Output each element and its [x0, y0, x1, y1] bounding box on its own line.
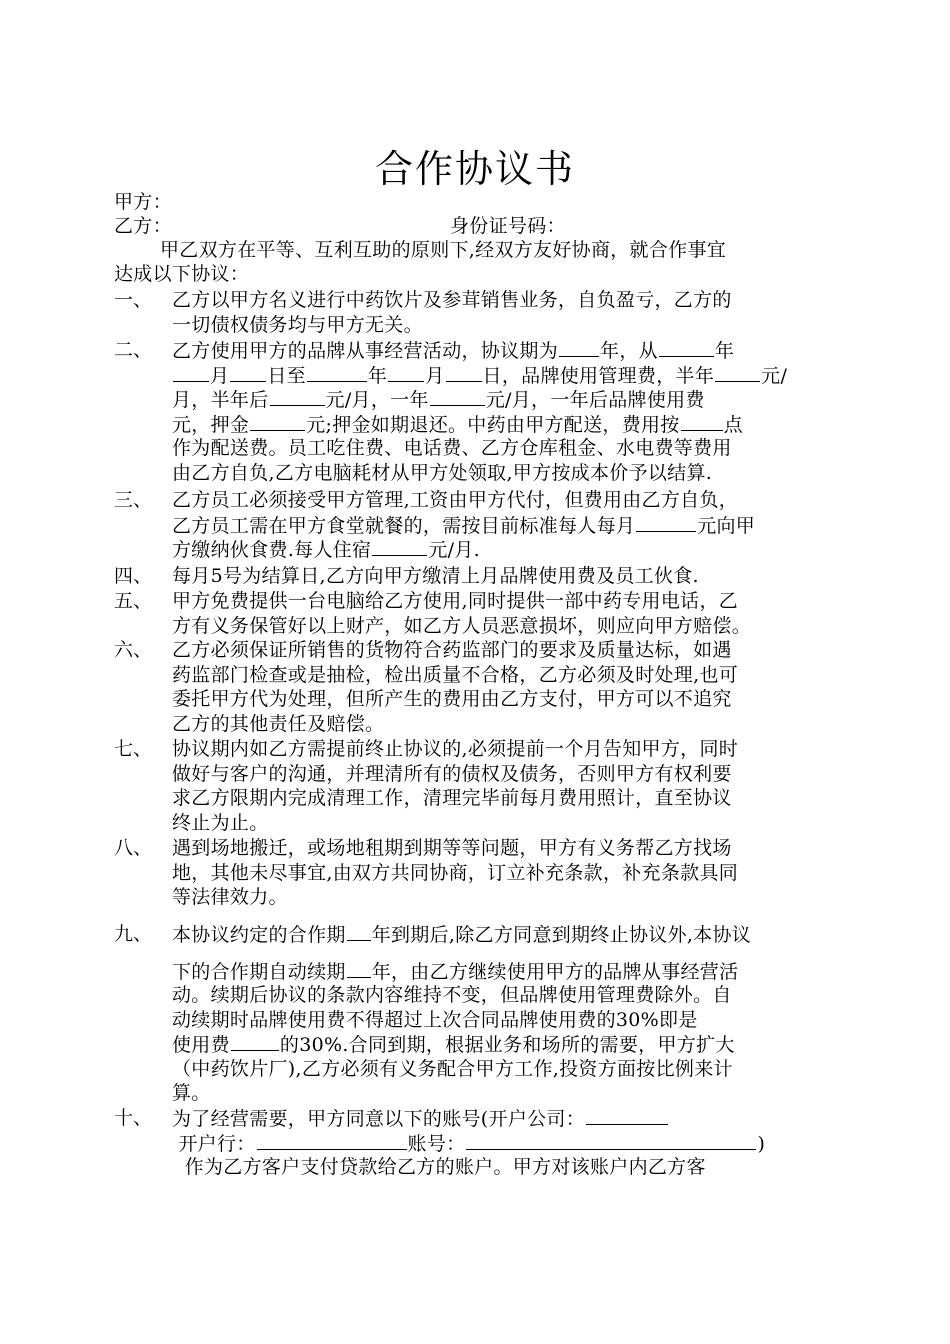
fill-in-blank — [466, 1131, 756, 1150]
fill-in-blank — [230, 363, 266, 382]
clause-line: 月 日至 年 月 日，品牌使用管理费，半年 元/ — [172, 363, 787, 389]
fill-in-blank — [231, 1032, 279, 1051]
clause-line: 乙方使用甲方的品牌从事经营活动，协议期为 年，从 年 — [172, 340, 735, 362]
clause-line: 乙方以甲方名义进行中药饮片及参茸销售业务，自负盈亏，乙方的 — [172, 289, 732, 311]
clause-line: 每月5号为结算日,乙方向甲方缴清上月品牌使用费及员工伙食. — [172, 565, 699, 587]
clause-line: 做好与客户的沟通，并理清所有的债权及债务，否则甲方有权利要 — [172, 762, 732, 785]
clause-line: 乙方必须保证所销售的货物符合药监部门的要求及质量达标，如遇 — [172, 639, 732, 661]
clause-number: 二、 — [114, 339, 153, 361]
clause-line: 药监部门检查或是抽检，检出质量不合格，乙方必须及时处理,也可 — [172, 663, 739, 686]
clause-number: 五、 — [114, 590, 153, 612]
clause-line: 月，半年后 元/月，一年 元/月，一年后品牌使用费 — [172, 389, 705, 411]
clause-line: 方缴纳伙食费.每人住宿 元/月. — [172, 539, 480, 561]
clause-number: 一、 — [114, 289, 153, 311]
id-number-label: 身份证号码： — [450, 215, 566, 237]
clause-line: 乙方员工必须接受甲方管理,工资由甲方代付，但费用由乙方自负， — [172, 489, 739, 511]
clause-line: 协议期内如乙方需提前终止协议的,必须提前一个月告知甲方，同时 — [172, 738, 739, 760]
party-b-label: 乙方： — [114, 215, 172, 237]
clause-line: 本协议约定的合作期 年到期后,除乙方同意到期终止协议外,本协议 — [172, 924, 752, 946]
fill-in-blank — [446, 363, 482, 382]
clause-line: 动续期时品牌使用费不得超过上次合同品牌使用费的30%即是 — [172, 1008, 698, 1031]
fill-in-blank — [173, 363, 209, 382]
clause-line: 为了经营需要，甲方同意以下的账号(开户公司： — [172, 1106, 669, 1132]
clause-line: 由乙方自负,乙方电脑耗材从甲方处领取,甲方按成本价予以结算. — [172, 461, 713, 484]
document-title: 合作协议书 — [374, 147, 575, 191]
fill-in-blank — [681, 412, 723, 431]
clause-line: （中药饮片厂),乙方必须有义务配合甲方工作,投资方面按比例来计 — [172, 1057, 733, 1080]
fill-in-blank — [347, 959, 371, 978]
clause-number: 九、 — [114, 923, 153, 945]
fill-in-blank — [388, 363, 424, 382]
fill-in-blank — [307, 363, 367, 382]
fill-in-blank — [250, 412, 305, 431]
fill-in-blank — [559, 338, 599, 357]
fill-in-blank — [715, 363, 760, 382]
clause-line: 终止为止。 — [172, 811, 269, 834]
fill-in-blank — [372, 537, 427, 556]
clause-line: 开户行： 账号： ) — [172, 1132, 766, 1155]
clause-number: 三、 — [114, 489, 153, 511]
clause-line: 元，押金 元;押金如期退还。中药由甲方配送，费用按 点 — [172, 413, 743, 436]
intro-line: 甲乙双方在平等、互利互助的原则下,经双方友好协商，就合作事宜 — [160, 239, 727, 261]
clause-line: 地，其他未尽事宜,由双方共同协商，订立补充条款，补充条款具同 — [172, 861, 739, 884]
clause-line: 等法律效力。 — [172, 886, 288, 908]
fill-in-blank — [659, 338, 714, 357]
clause-line: 乙方员工需在甲方食堂就餐的，需按目前标准每人每月 元向甲 — [172, 514, 756, 537]
clause-number: 六、 — [114, 639, 153, 661]
fill-in-blank — [347, 922, 371, 941]
fill-in-blank — [270, 387, 325, 406]
clause-line: 使用费 的30%.合同到期，根据业务和场所的需要，甲方扩大 — [172, 1034, 735, 1056]
party-a-label: 甲方： — [114, 191, 172, 213]
clause-line: 算。 — [172, 1082, 211, 1104]
clause-line: 动。续期后协议的条款内容维持不变，但品牌使用管理费除外。自 — [172, 984, 732, 1006]
clause-number: 四、 — [114, 565, 153, 587]
clause-line: 作为乙方客户支付贷款给乙方的账户。甲方对该账户内乙方客 — [172, 1156, 706, 1178]
clause-number: 十、 — [114, 1107, 153, 1129]
clause-number: 八、 — [114, 837, 153, 859]
clause-line: 遇到场地搬迁，或场地租期到期等等问题，甲方有义务帮乙方找场 — [172, 837, 732, 859]
fill-in-blank — [257, 1131, 407, 1150]
fill-in-blank — [636, 513, 696, 532]
clause-line: 一切债权债务均与甲方无关。 — [172, 313, 423, 336]
clause-number: 七、 — [114, 738, 153, 760]
fill-in-blank — [586, 1106, 668, 1125]
clause-line: 下的合作期自动续期 年，由乙方继续使用甲方的品牌从事经营活 — [172, 960, 739, 983]
fill-in-blank — [430, 387, 485, 406]
clause-line: 甲方免费提供一台电脑给乙方使用,同时提供一部中药专用电话，乙 — [172, 590, 739, 612]
clause-line: 委托甲方代为处理，但所产生的费用由乙方支付，甲方可以不追究 — [172, 688, 732, 710]
clause-line: 方有义务保管好以上财产，如乙方人员恶意损坏，则应向甲方赔偿。 — [172, 614, 752, 637]
clause-line: 乙方的其他责任及赔偿。 — [172, 712, 385, 735]
clause-line: 求乙方限期内完成清理工作，清理完毕前每月费用照计，直至协议 — [172, 787, 732, 809]
clause-line: 作为配送费。员工吃住费、电话费、乙方仓库租金、水电费等费用 — [172, 437, 732, 459]
intro-line: 达成以下协议： — [114, 263, 250, 285]
